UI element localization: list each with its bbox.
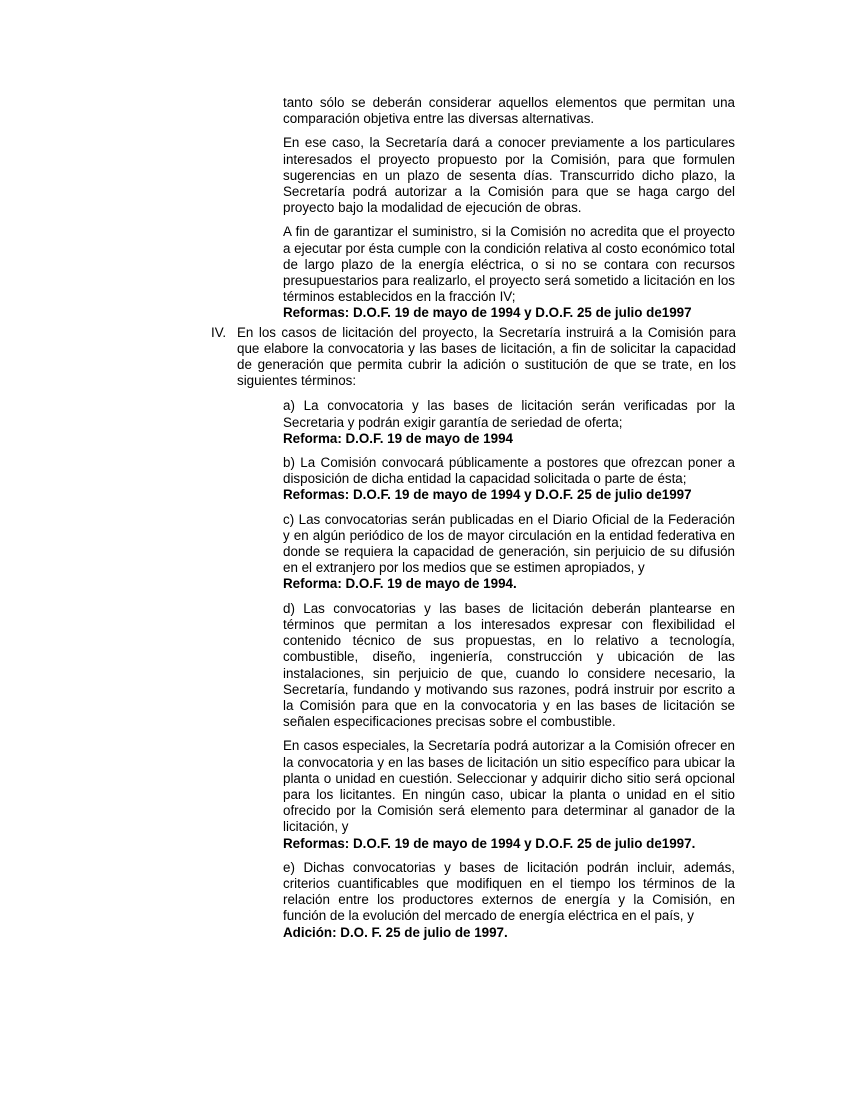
list-item-iv-number: IV. [211,324,227,340]
subparagraph-e-block [283,860,735,941]
subparagraph-a-block [283,398,735,447]
reform-note: Reformas: D.O.F. 19 de mayo de 1994 y D.O.F. 25 de julio de1997 [283,487,692,503]
subparagraph-b-block [283,455,735,504]
subparagraph-e-text: e) Dichas convocatorias y bases de licitación podrán incluir, además, criterios cuantificables que modifiquen en el tiempo los términos de la relación entre los productores externos de energía y la Comisión, en función de la evolución del mercado de energía eléctrica en el país, y [283,859,735,924]
subparagraph-c-block [283,512,735,593]
paragraph-text: En ese caso, la Secretaría dará a conocer previamente a los particulares interesados el proyecto propuesto por la Comisión, para que formulen sugerencias en un plazo de sesenta días. Transcurrido dicho plazo, la Secretaría podrá autorizar a la Comisión para que se haga cargo del proyecto bajo la modalidad de ejecución de obras. [283,135,735,216]
special-cases-text: En casos especiales, la Secretaría podrá autorizar a la Comisión ofrecer en la convocatoria y en las bases de licitación un sitio específico para ubicar la planta o unidad en cuestión. Seleccionar y adquirir dicho sitio será opcional para los licitantes. En ningún caso, ubicar la planta o unidad en el sitio ofrecido por la Comisión será elemento para determinar al ganador de la licitación, y [283,738,735,835]
subparagraph-d-block [283,601,735,731]
subparagraph-c-text: c) Las convocatorias serán publicadas en el Diario Oficial de la Federación y en algún periódico de los de mayor circulación en la entidad federativa en donde se requiera la capacidad de generación, sin perjuicio de su difusión en el extranjero por los medios que se estimen apropiados, y [283,511,735,576]
addition-note: Adición: D.O. F. 25 de julio de 1997. [283,924,508,940]
reform-note: Reformas: D.O.F. 19 de mayo de 1994 y D.O.F. 25 de julio de1997 [283,305,692,321]
paragraph-block [283,135,735,216]
list-item-iv-paragraph [211,325,736,390]
subparagraph-d-text: d) Las convocatorias y las bases de licitación deberán plantearse en términos que permitan a los interesados expresar con flexibilidad el contenido técnico de sus propuestas, en lo relativo a tecnología, combustible, diseño, ingeniería, construcción y ubicación de las instalaciones, sin perjuicio de que, cuando lo considere necesario, la Secretaría, fundando y motivando sus razones, podrá instruir por escrito a la Comisión para que en la convocatoria y en las bases de licitación se señalen especificaciones precisas sobre el combustible. [283,600,735,730]
paragraph-block [283,95,735,127]
special-cases-block [283,738,735,851]
paragraph-block [283,224,735,321]
paragraph-text: A fin de garantizar el suministro, si la Comisión no acredita que el proyecto a ejecutar por ésta cumple con la condición relativa al costo económico total de largo plazo de la energía eléctrica, o si no se contara con recursos presupuestarios para realizarlo, el proyecto será sometido a licitación en los términos establecidos en la fracción IV; [283,224,735,305]
paragraph-text: tanto sólo se deberán considerar aquellos elementos que permitan una comparación objetiva entre las diversas alternativas. [283,95,735,127]
subparagraph-a-text: a) La convocatoria y las bases de licitación serán verificadas por la Secretaria y podrán exigir garantía de seriedad de oferta; [283,398,735,430]
reform-note: Reforma: D.O.F. 19 de mayo de 1994. [283,576,517,592]
reform-note: Reformas: D.O.F. 19 de mayo de 1994 y D.O.F. 25 de julio de1997. [283,835,696,851]
list-item-iv-text: En los casos de licitación del proyecto, la Secretaría instruirá a la Comisión para que elabore la convocatoria y las bases de licitación, a fin de solicitar la capacidad de generación que permita cubrir la adición o sustitución de que se trate, en los siguientes términos: [237,324,736,389]
reform-note: Reforma: D.O.F. 19 de mayo de 1994 [283,430,513,446]
list-item-iv [211,325,736,390]
subparagraph-b-text: b) La Comisión convocará públicamente a postores que ofrezcan poner a disposición de dicha entidad la capacidad solicitada o parte de ésta; [283,455,735,487]
